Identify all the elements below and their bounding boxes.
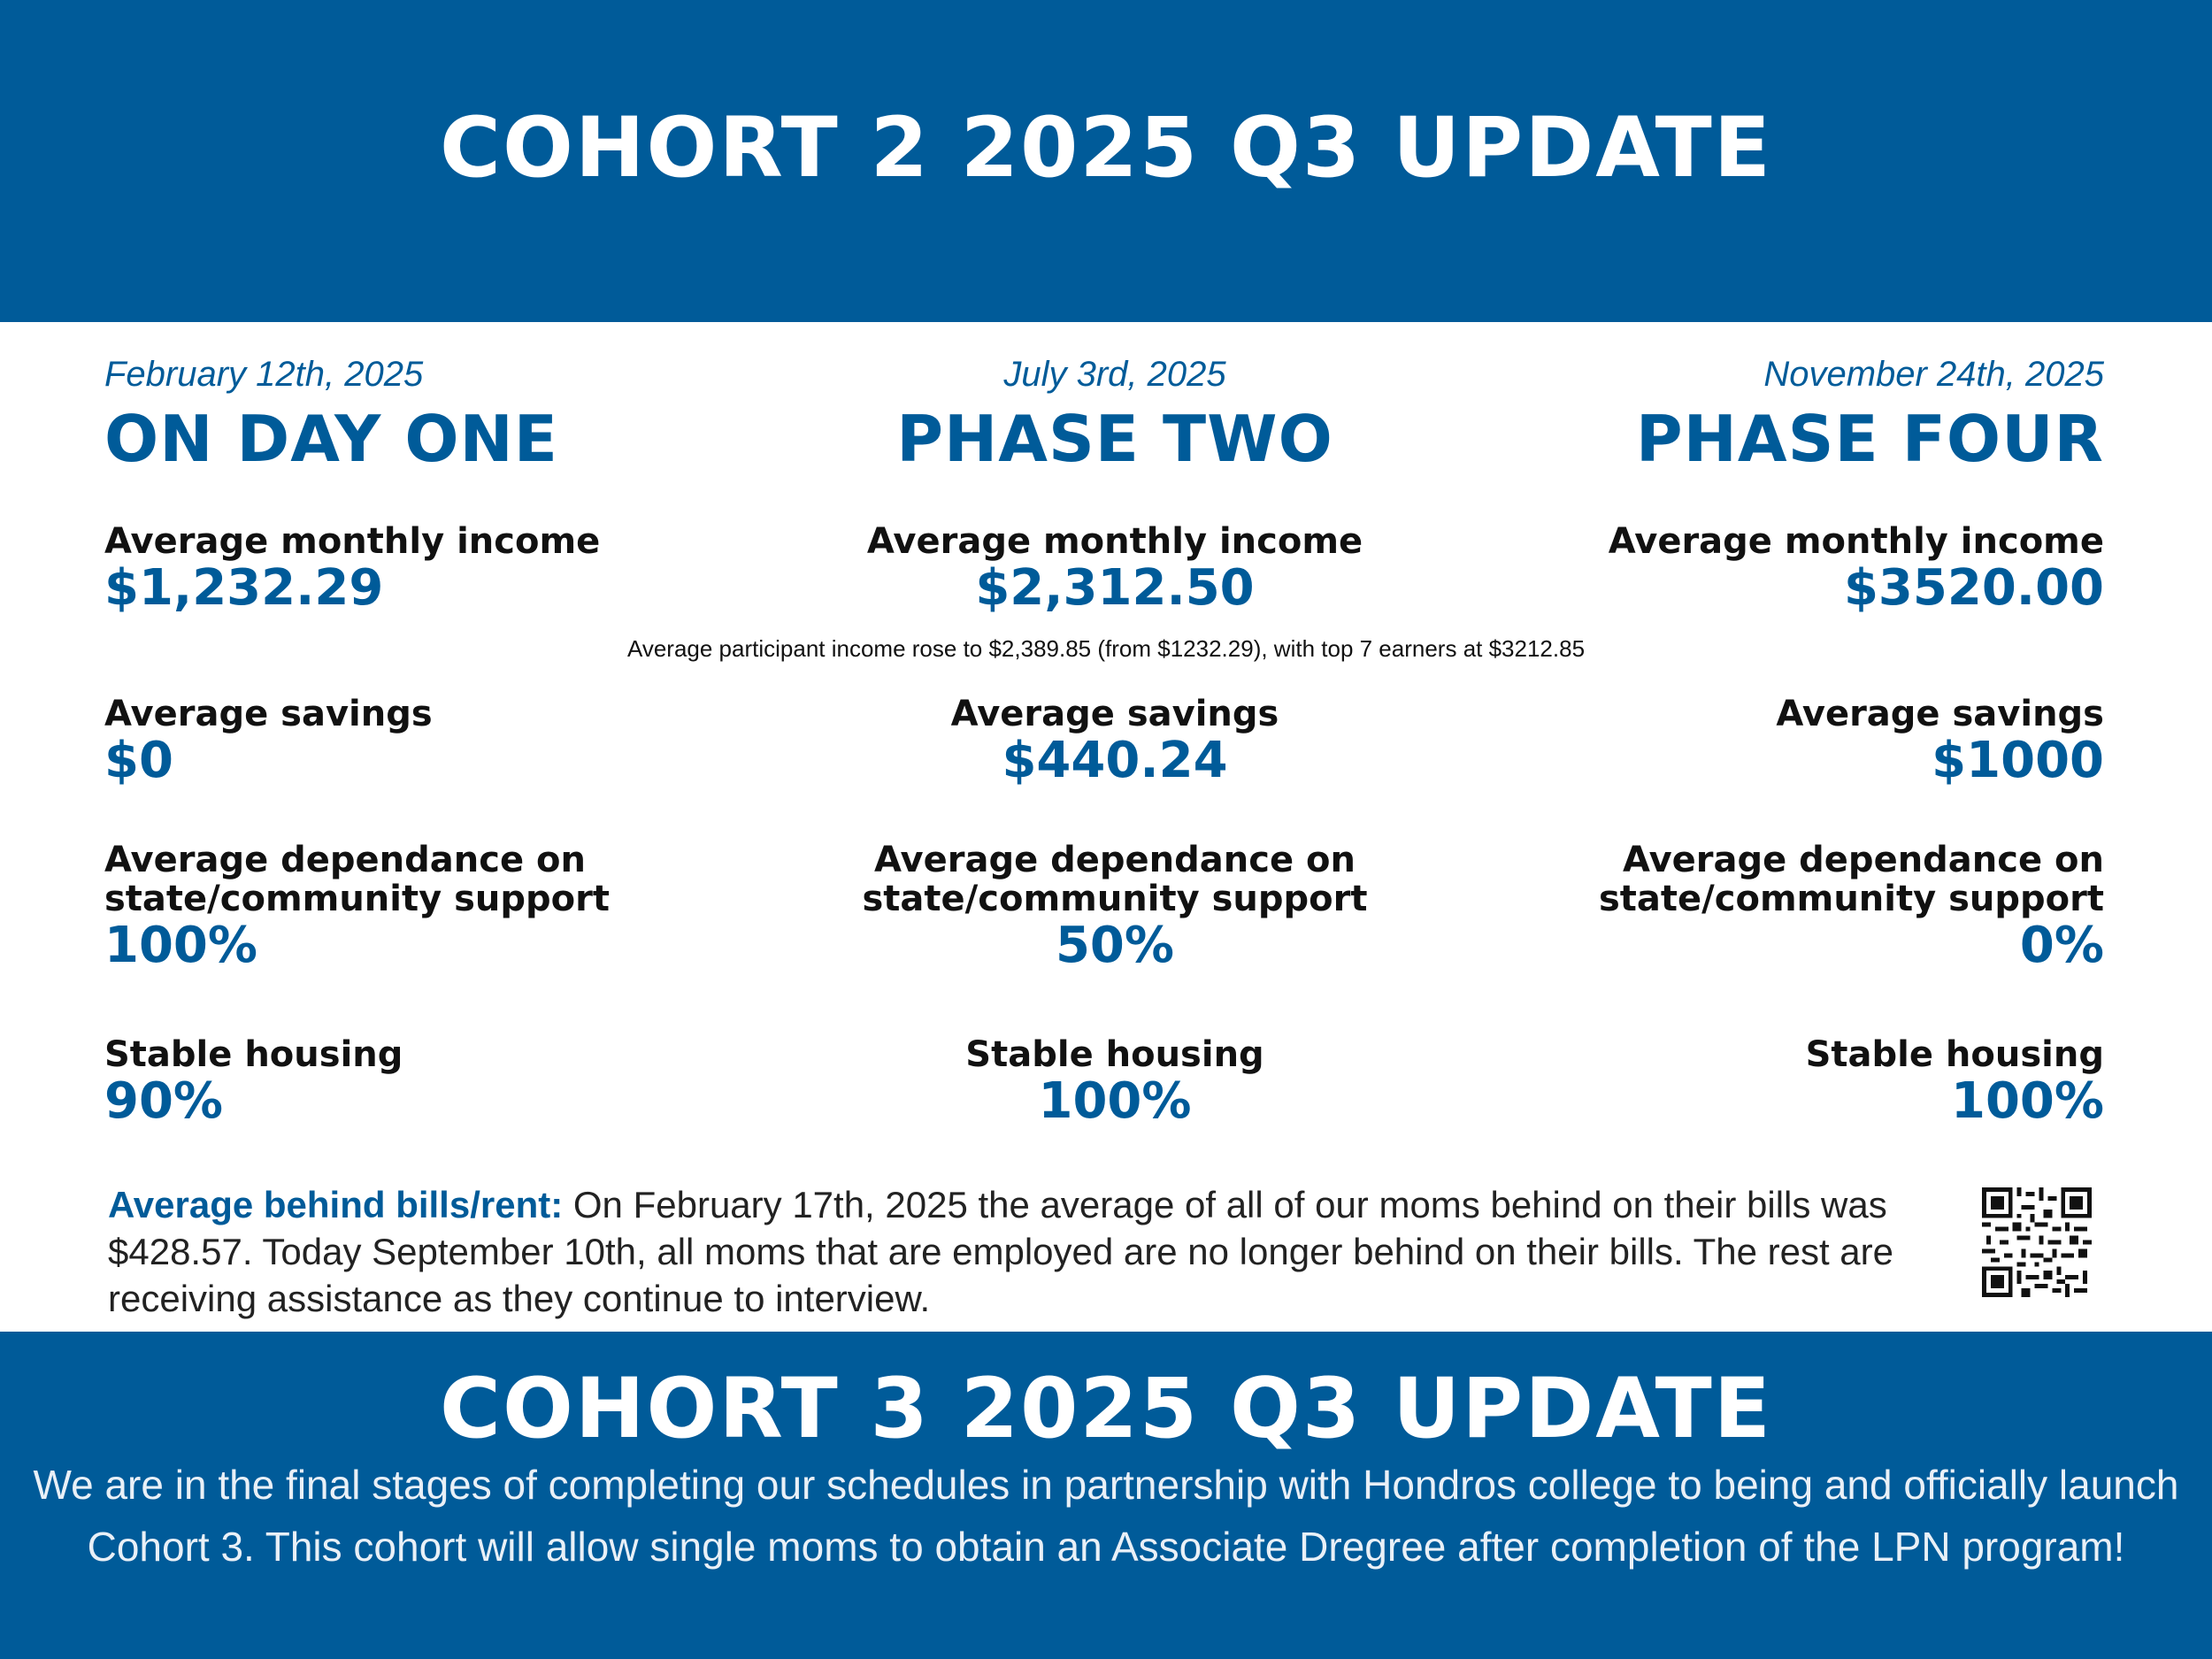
dependance-label-line1: Average dependance on (1623, 840, 2104, 880)
income-block (1308, 522, 2104, 616)
dependance-label-line1: Average dependance on (104, 840, 586, 880)
savings-label: Average savings (104, 694, 433, 734)
column-date: February 12th, 2025 (104, 355, 424, 394)
income-value: $1,232.29 (104, 559, 384, 617)
bills-paragraph (108, 1181, 1957, 1322)
savings-value: $1000 (1932, 732, 2104, 789)
income-value: $3520.00 (1843, 559, 2104, 617)
income-label: Average monthly income (104, 521, 601, 562)
dependance-label-line2: state/community support (1599, 879, 2104, 919)
income-label: Average monthly income (866, 521, 1363, 562)
dependance-value: 0% (2019, 917, 2104, 974)
housing-block (1308, 1035, 2104, 1129)
income-label: Average monthly income (1608, 521, 2104, 562)
column-date: July 3rd, 2025 (1003, 355, 1226, 394)
dependance-label-line2: state/community support (862, 879, 1368, 919)
housing-value: 90% (104, 1072, 224, 1130)
bills-text: On February 17th, 2025 the average of all of our moms behind on their bills was $428.57. Today September 10th, all moms that are employed are no longer behind on their bills. The rest are receiving assistance as they continue to interview. (108, 1184, 1893, 1319)
column-phase-four (1308, 349, 2104, 1130)
dependance-block (1308, 841, 2104, 973)
housing-value: 100% (1038, 1072, 1192, 1130)
column-phase: PHASE FOUR (1635, 402, 2104, 476)
column-date: November 24th, 2025 (1763, 355, 2104, 394)
savings-value: $0 (104, 732, 173, 789)
footer-text: We are in the final stages of completing our schedules in partnership with Hondros college to being and officially launch Cohort 3. This cohort will allow single moms to obtain an Associate Dregree after completion of the LPN program! (33, 1462, 2179, 1570)
income-value: $2,312.50 (975, 559, 1255, 617)
income-note: Average participant income rose to $2,389.85 (from $1232.29), with top 7 earners at $3212.85 (626, 635, 1586, 662)
dependance-value: 50% (1055, 917, 1175, 974)
housing-label: Stable housing (104, 1034, 403, 1075)
qr-code-icon[interactable] (1982, 1187, 2092, 1297)
column-phase: ON DAY ONE (104, 402, 558, 476)
housing-value: 100% (1950, 1072, 2104, 1130)
dependance-label-line2: state/community support (104, 879, 610, 919)
column-phase: PHASE TWO (896, 402, 1333, 476)
page-title: COHORT 2 2025 Q3 UPDATE (439, 99, 1773, 196)
housing-label: Stable housing (1805, 1034, 2104, 1075)
bills-label: Average behind bills/rent: (108, 1184, 564, 1225)
savings-label: Average savings (1776, 694, 2104, 734)
header-band (0, 0, 2212, 322)
savings-block (1308, 695, 2104, 788)
savings-value: $440.24 (1002, 732, 1228, 789)
dependance-label-line1: Average dependance on (874, 840, 1356, 880)
savings-label: Average savings (950, 694, 1279, 734)
footer-title: COHORT 3 2025 Q3 UPDATE (439, 1361, 1773, 1457)
footer-band (0, 1332, 2212, 1659)
dependance-value: 100% (104, 917, 258, 974)
housing-label: Stable housing (965, 1034, 1264, 1075)
